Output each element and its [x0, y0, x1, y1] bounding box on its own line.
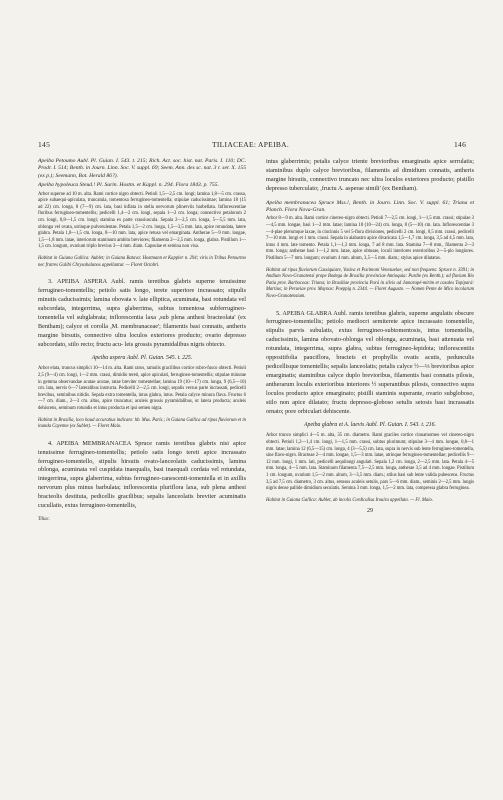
- left-column: [38, 158, 246, 533]
- habitat: Habitat ad ripas fluviorum Cassiquiare, Vasiva et Pacimoni Venezuelae, sed non frequens: Spruce n. 3391; in Andium Novo-Granatensi prope Bodega de Brasilia provinciae Antioquia: Purdie (ex Benth.); ad fluvium Rio Patia prov. Barbacoas: Triana; in Brasiliae provincia Pará in silvis ad Jamarapé-mirim et casales Topipará: Martius; in Peruviae prov. Maynas: Poeppig n. 2344. — Floret Augusto. — Nomen Pente de Mico incolarum Novo-Granatensium.: [266, 267, 474, 299]
- synonym: Apeiba aspera Aubl. Pl. Guian. 545. t. 225.: [91, 355, 193, 362]
- habitat: Habitat in Guiana Gallica: Aublet, ab incolis Cordicalisa Irouira appellata. — Fl. Maio.: [266, 497, 434, 503]
- species-diagnosis: 5. APEIBA GLABRA Aubl. ramis teretibus glabris, superne angulatis obscure ferrugineo-tomentellis; petiolo mediocri semiterete apice incrassato tomentello, stipulis parvis subulatis, extus ferrugineo-subtomentosis, intus tomentellis, caducissimis, lamina obovato-oblonga vel oblonga, acuminata, basi attenuata vel rotundata, integerrima, supra glabra, subtus ferrugineo-lepidota; inflorescentiis oppositifolia pauciflora, bracteis et prophyllis ovatis acutis, pedunculis pedicellisque tomentellis; sepalis lanceolatis; petalis calyce ½—⅓ brevioribus apice emarginatis; staminibus calyce duplo brevioribus, filamentis basi connatis pilosis, antherarum loculis exterioribus interiores ½ superantibus pilosis, connectivo supra loculos producto apice emarginato; pistilli staminis superante, ovario subgloboso, stilo non apice dilatato; fructu depresso-globoso setulis setosis basi incrassatis ornato; pore orbiculari dehiscente.: [266, 309, 474, 415]
- description: Arbor 8—9 m. alta. Rami cortice cinereo-nigro obtecti. Petioli 7—2,5 cm. longi, 1—1,5 mm. crassi; stipulae 3—4,5 mm. longae, basi 1—2 mm. latae; lamina 18 (10—24) cm. longa, 8 (5—10) cm. lata. Inflorescentiae 3—4-plae plerumque laxae, in cincinnis 5 vel 5-flora divisiones, pedicelli 2 cm. longi, 0,5 mm. crassi, pedicelli 7—10 mm. longi et 1 mm. crassi. Sepala in alabastro apice divaricata 1,5—1,7 cm. longa, 3,5 ad 4,5 mm. lata, intus 4 mm. late tomento. Petala 1,1—1,3 mm. longa, 7 ad 8 mm. lata. Stamina 7—8 mm., filamenta 2—3 mm. longa; antherae basi 1—1,2 mm. latae, apice obtusae, loculi interiores exterioribus 2—5-plo longiores. Pistillum 5—7 mm. longum; ovarium 4 mm. altum, 3,5—5 mm. diam.; stylus apice dilatatus.: [266, 216, 474, 261]
- synonym: Apeiba membranacea Spruce Mss.!, Benth. in Journ. Linn. Soc. V. suppl. 61; Triana et Planch. Flora Nova-Gran.: [266, 199, 474, 214]
- synonym: Apeiba glabra et A. laevis Aubl. Pl. Guian. I. 543. t. 216.: [304, 422, 436, 429]
- description: Arbor trunco simplici 4—5 m. alta, 35 cm. diametro. Rami graciles cortice cinnamomeo vel cinereo-nigro obtecti. Petioli 1,2—1,4 cm. longi, 1—1,5 mm. crassi, subtus plurimum; stipulae 3—4 mm. longae, 0,8—1 mm. latae; lamina 12 (6,5—15) cm. longa, 4 (3—5,5) cm. lata, supra in nervis sub lente ferrugineo-tomentella, sine flavo-nigro. Bracteae 2—4 mm. longae, 1,5—3 mm. latae, utrinque ferrugineo-tomentellae; pedicellis 9—12 mm. longi, 1 mm. lati, pedicelli aequilongi angulati. Sepala 1,2 cm. longa, 2—2,5 mm. lata. Petala 4—5 mm. longa, 4—5 mm. lata. Staminum filamenta 7,5—2,5 mm. longa, antherae 3,5 ad 4 mm. longae. Pistillum 1 cm. longum, ovarium 1,5—2 mm. altum, 3—3,5 mm. diam.; stilus basi sub lente valida pubescens. Fructus 3,5 ad 7,5 cm. diametro, 3 cm. altus, setosus aculeis setulis, pars 5—6 mm. diam., seminis 2—2,5 mm. longis nigris dense pallide dimidium seculatis. Semina 3 mm. longa, 1,5—2 mm. lata, compressa glabra ferruginea.: [266, 433, 475, 492]
- citation: Apeiba Petoumo Aubl. Pl. Guian. I. 543. t. 215; Rich. Act. soc. hist. nat. Paris. I. 110; DC. Prodr. I. 514; Benth. in Journ. Linn. Soc. V. suppl. 69; Seem. Ann. des sc. nat. 3 r. ser. X. 155 (ex p.); Seemann, Bot. Herald 86?).: [38, 158, 246, 179]
- right-column: [266, 158, 474, 514]
- page-number-left: 145: [38, 140, 51, 149]
- running-title: TILIACEAE: APEIBA.: [212, 140, 290, 149]
- species-diagnosis: 3. APEIBA ASPERA Aubl. ramis teretibus glabris superne tenuissime ferrugineo-tomentellis; petiolo satis longo, terete superiore incrassato; stipulis minutis caducissimis; lamina obovata v. late elliptica, acuminata, basi rotundata vel subcordata, integerrima, supra glaberrima, subtus tomentosa subferrugineo-tomentella vel subglabrata; inflorescentia laxa ,sub plena anthesi bracteolata' (ex Bentham); calyce et corolla ,M. membranaceae'; filamentis basi connatis, antheris margine birsutis, connectivo ultra loculos exteriores producto; ovario depresso subcordato, stilo recto; fructu acu- leis grossis pyramidalibus nigris obtecto.: [38, 278, 246, 348]
- species-diagnosis: 4. APEIBA MEMBRANACEA Spruce ramis teretibus glabris nisi apice tenuissime ferrugineo-tomentellis; petiolo satis longo tereti apice incrassato ferrugineo-tomentello, stipulis hirsutis ovato-lanceolatis caducissimis, lamina oblonga, acuminata vel cuspidata inaequalis, basi inaequali cordata vel rotundata, integerrima, supra glaberrima, subtus ferrugineo-canescenti-tomentella et in axillis nervorum plus minus barbulata; inflorescentia pluriflora laxa, sub plena anthesi bracteolis destituta, pedicellis gracilibus; sepalis lanceolatis breviter acuminatis cucullatis, extus ferrugineo-tomentellis,: [38, 439, 246, 510]
- folio-number: 29: [367, 508, 373, 515]
- habitat: Habitat in Brasilia, loco haud accuratius indicato: hb. Mus. Paris.; in Guiana Gallica ad ripas fluviorum et in inunda Cayenne (ex Sublet). — Floret Maio.: [38, 417, 246, 430]
- description: Arbor superne ad 10 m. alta. Rami cortice nigro obtecti. Petioli 1,5—2,5 cm. longi; lamina 1,8—5 cm. crassa, apice subaequi-apiculata, truncatula, tomentosa ferrugineo-tomentella; stipulae caducissimae; lamina 18 (15 ad 22) cm. longa, 8 (7—9) cm. lata, basi inflata in stella nervorum plinerviis barbellata. Inflorescentiae floribus ferrugineo-tomentellis; pedicelli 1,4—2 cm. longi, sepala 1—2 cm. longa; connectivo petalorum 2 cm. longi, 0,8—1,5 cm. longi; stamina ex parte crassiuscula. Sepala 2—2,5 cm. longa, 5—5,5 mm. lata, oblonga vel ovata, utrinque pulverulentae. Petala 1,5—2 cm. longa, 1,5—3,5 mm. lata, apice rotundata, latere glabra. Petala 1,8—1,5 cm. longa, 8—10 mm. lata, apice retusa vel emarginata. Antherae 5—9 mm. longae, 1,5—1,8 mm. latae, interiorum staminum ambitu breviores; filamenta 2—2,5 mm. longa, glabra. Pistillum 1—1,5 cm. longum, ovarium triplo brevius 3—4 mm. diam. Capsulae et semina non visa.: [38, 191, 246, 250]
- habitat: Habitat in Guiana Gallica: Aublet; in Guiana Batava: Hostmann et Kappler n. 294; viris in Tribus Petourmo nec fratres Galibi Chrysobalanos appellantur. — Floret Octobri.: [38, 255, 246, 268]
- page-number-right: 146: [454, 140, 467, 149]
- running-header: [0, 140, 503, 152]
- description: Arbor elata, truncus simplici 10—14 m. alta. Rami raros, ramulis gracilibus cortice rubro-fusco obtecti. Petioli 2,5 (9—4) cm. longi, 1—2 mm. crassi, dimidio tereti, apice apiculati, ferrugineo-tomentellis; stipulae minutae in gemma observandae acutae acutae, ratae breviter tomentellae; lamina 19 (10—17) cm. longa, 9 (6,5—10) cm. lata, nervis 6—7 lateralibus instructa. Pedicelli 2—2,5 cm. longi; sepalis versus parte incrassati, pedicelli brevibus, seminibus nitidis. Sepala extra tomentella, intus glabra, intus. Petala calyce minora flava. Fructus 6—7 cm. diam., 2—3 cm. altus, apice truncatus; aculeis grossis pyramidalibus, ut latera producta; aculeis dehiscens, seminum rotundis et intus producta et ipsi semen nigra.: [38, 366, 246, 411]
- footer-note: Tiliac.: [38, 517, 50, 522]
- diagnosis-continued: intus glaberrimis; petalis calyce triente brevioribus emarginatis apice serrulatis; staminibus duplo calyce brevioribus, filamentis ad dimidium connatis, antheris margine hirsutis, connectivo truncato nec ultra loculos exteriores producto; pistillo depresso tuberculato; ,fructu A. asperae simili' (ex Bentham).: [266, 158, 474, 192]
- synonym: Apeiba hypoleuca Steud.! Pl. Surin. Hostm. et Kappl. n. 294. Flora 1843. p. 755.: [38, 182, 220, 189]
